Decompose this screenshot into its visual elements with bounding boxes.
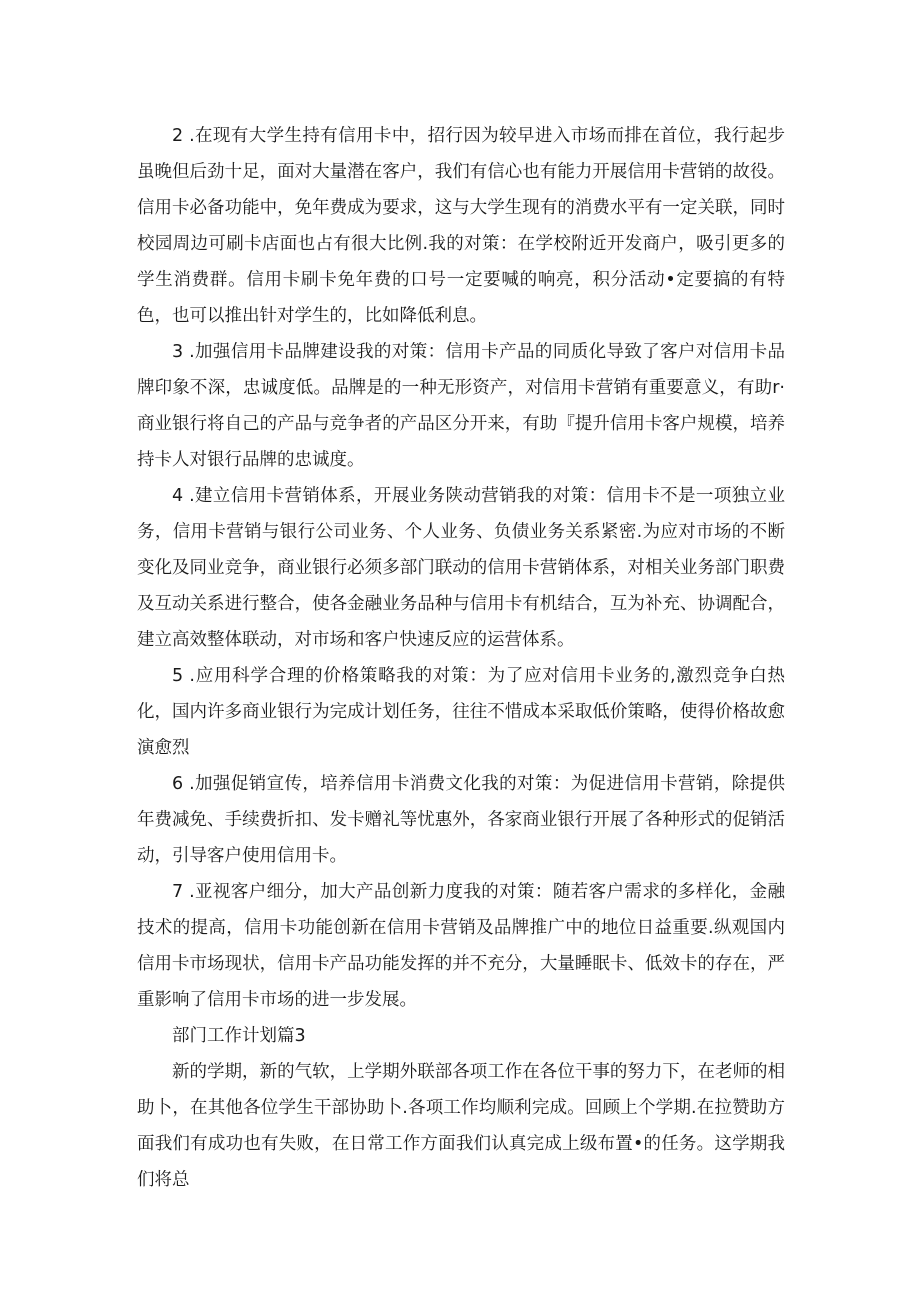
section-paragraph: 新的学期，新的气软，上学期外联部各项工作在各位干事的努力下，在老师的相助卜，在其他各位学生干部协助卜.各项工作均顺利完成。回顾上个学期.在拉赞助方面我们有成功也有失败，在日常工作方面我们认真完成上级布置•的任务。这学期我们将总	[137, 1062, 785, 1190]
document-body	[137, 118, 785, 1198]
paragraph-4: 4 .建立信用卡营销体系，开展业务陕动营销我的对策：信用卡不是一项独立业务，信用卡营销与银行公司业务、个人业务、负债业务关系紧密.为应对市场的不断变化及同业竞争，商业银行必须多部门联动的信用卡营销体系，对相关业务部门职费及互动关系进行整合，使各金融业务品种与信用卡有机结合，互为补充、协调配合，建立高效整体联动，对市场和客户快速反应的运营体系。	[137, 486, 785, 650]
paragraph-3: 3 .加强信用卡品牌建设我的对策：信用卡产品的同质化导致了客户对信用卡品牌印象不深，忠诚度低。品牌是的一种无形资产，对信用卡营销有重要意义，有助r·商业银行将自己的产品与竞争者的产品区分开来，有助『提升信用卡客户规模，培养持卡人对银行品牌的忠诚度。	[137, 342, 785, 470]
paragraph-5: 5 .应用科学合理的价格策略我的对策：为了应对信用卡业务的,激烈竞争白热化，国内许多商业银行为完成计划任务，往往不惜成本采取低价策略，使得价格故愈演愈烈	[137, 666, 785, 758]
section-heading: 部门工作计划篇3	[172, 1026, 306, 1046]
paragraph-2: 2 .在现有大学生持有信用卡中，招行因为较早进入市场而排在首位，我行起步虽晚但后劲十足，面对大量潜在客户，我们有信心也有能力开展信用卡营销的故役。信用卡必备功能中，免年费成为要求，这与大学生现有的消费水平有一定关联，同时校园周边可刷卡店面也占有很大比例.我的对策：在学校附近开发商户，吸引更多的学生消费群。信用卡刷卡免年费的口号一定要喊的响亮，积分活动•定要搞的有特色，也可以推出针对学生的，比如降低利息。	[137, 126, 785, 326]
paragraph-7: 7 .亚视客户细分，加大产品创新力度我的对策：随若客户需求的多样化，金融技术的提高，信用卡功能创新在信用卡营销及品牌推广中的地位日益重要.纵观国内信用卡市场现状，信用卡产品功能发挥的并不充分，大量睡眠卡、低效卡的存在，严重影响了信用卡市场的进一步发展。	[137, 882, 785, 1010]
paragraph-6: 6 .加强促销宣传，培养信用卡消费文化我的对策：为促进信用卡营销，除提供年费减免、手续费折扣、发卡赠礼等忧惠外，各家商业银行开展了各种形式的促销活动，引导客户使用信用卡。	[137, 774, 785, 866]
